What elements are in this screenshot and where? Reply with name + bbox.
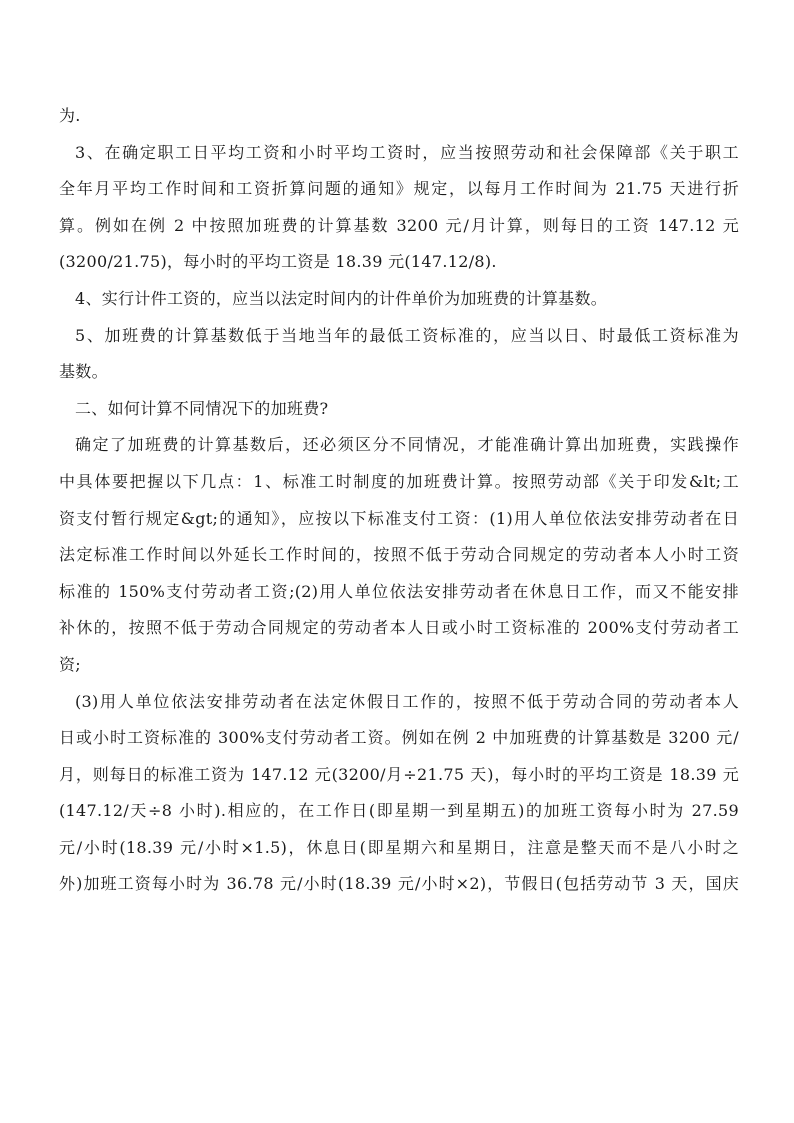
text-line: 中具体要把握以下几点：1、标准工时制度的加班费计算。按照劳动部《关于印发&lt;工 bbox=[59, 471, 739, 491]
text-line: 日或小时工资标准的 300%支付劳动者工资。例如在例 2 中加班费的计算基数是 3200 元/ bbox=[59, 728, 739, 748]
text-line: 为. bbox=[59, 106, 81, 125]
text-line: 4、实行计件工资的，应当以法定时间内的计件单价为加班费的计算基数。 bbox=[75, 288, 608, 308]
text-line: 3、在确定职工日平均工资和小时平均工资时，应当按照劳动和社会保障部《关于职工 bbox=[75, 142, 739, 162]
text-line: 基数。 bbox=[59, 362, 108, 382]
text-line: 资; bbox=[59, 654, 81, 674]
text-line: (147.12/天÷8 小时).相应的，在工作日(即星期一到星期五)的加班工资每小时为 27.59 bbox=[59, 801, 739, 821]
text-line: 法定标准工作时间以外延长工作时间的，按照不低于劳动合同规定的劳动者本人小时工资 bbox=[59, 545, 739, 565]
text-line: (3)用人单位依法安排劳动者在法定休假日工作的，按照不低于劳动合同的劳动者本人 bbox=[75, 691, 739, 711]
text-line: 标准的 150%支付劳动者工资;(2)用人单位依法安排劳动者在休息日工作，而又不能安排 bbox=[59, 581, 739, 601]
text-line: 全年月平均工作时间和工资折算问题的通知》规定，以每月工作时间为 21.75 天进行折 bbox=[59, 179, 739, 199]
text-line: 月，则每日的标准工资为 147.12 元(3200/月÷21.75 天)，每小时的平均工资是 18.39 元 bbox=[59, 764, 739, 784]
text-line: 5、加班费的计算基数低于当地当年的最低工资标准的，应当以日、时最低工资标准为 bbox=[75, 325, 739, 345]
text-line: 补休的，按照不低于劳动合同规定的劳动者本人日或小时工资标准的 200%支付劳动者工 bbox=[59, 618, 739, 638]
text-line: 确定了加班费的计算基数后，还必须区分不同情况，才能准确计算出加班费，实践操作 bbox=[75, 435, 739, 455]
text-line: (3200/21.75)，每小时的平均工资是 18.39 元(147.12/8). bbox=[59, 252, 497, 272]
text-line: 算。例如在例 2 中按照加班费的计算基数 3200 元/月计算，则每日的工资 147.12 元 bbox=[59, 215, 739, 235]
document-body bbox=[59, 98, 739, 903]
text-line: 资支付暂行规定&gt;的通知》，应按以下标准支付工资：(1)用人单位依法安排劳动者在日 bbox=[59, 508, 739, 528]
section-heading: 二、如何计算不同情况下的加班费? bbox=[75, 398, 329, 418]
text-line: 元/小时(18.39 元/小时×1.5)，休息日(即星期六和星期日，注意是整天而不是八小时之 bbox=[59, 837, 739, 857]
text-line: 外)加班工资每小时为 36.78 元/小时(18.39 元/小时×2)，节假日(包括劳动节 3 天，国庆 bbox=[59, 874, 739, 894]
